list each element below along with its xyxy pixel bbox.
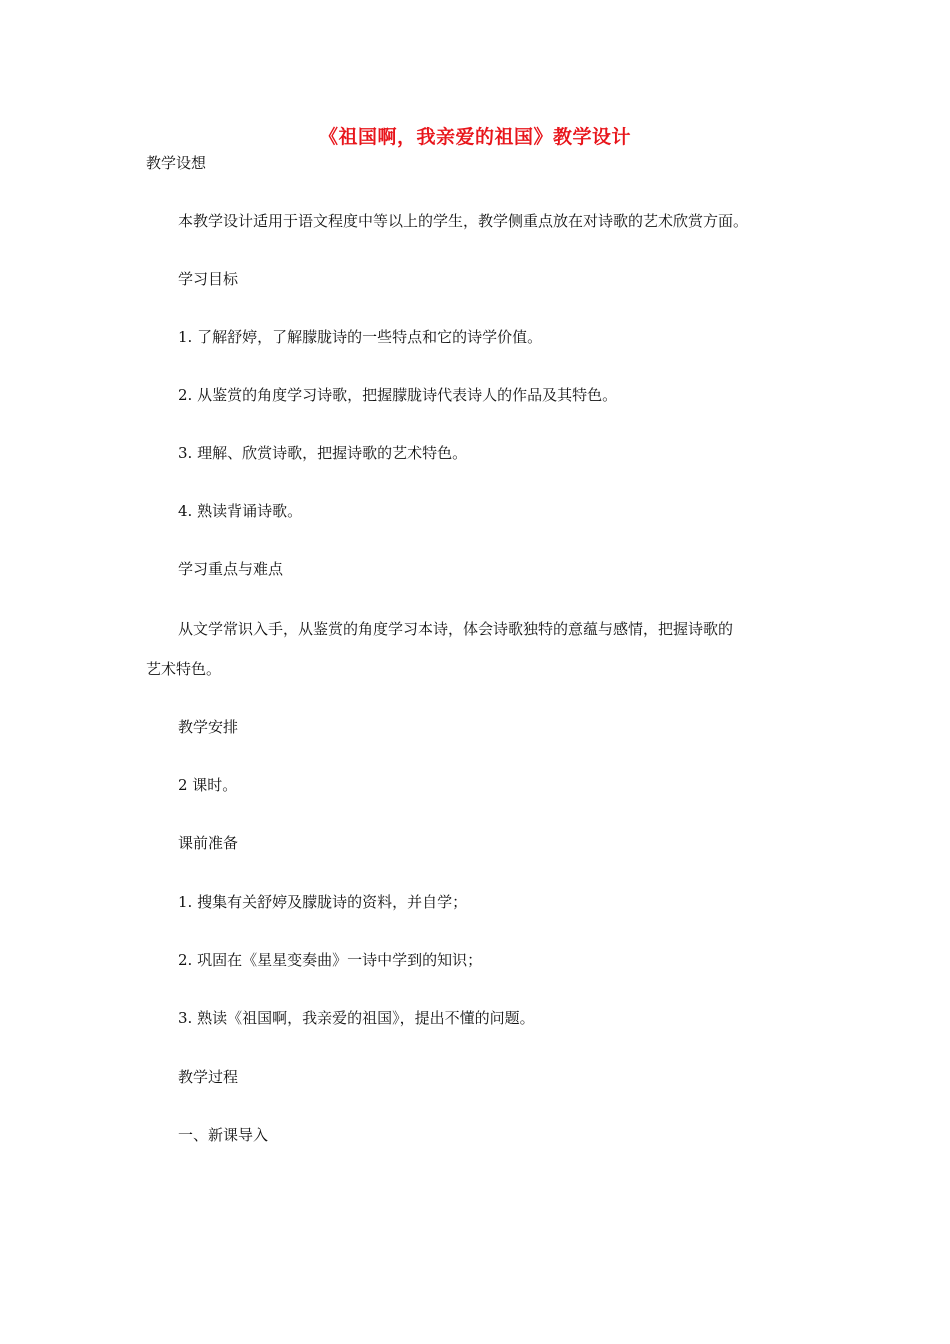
paragraph-design-scope: 本教学设计适用于语文程度中等以上的学生，教学侧重点放在对诗歌的艺术欣赏方面。: [178, 212, 749, 230]
objective-item-2: 2. 从鉴赏的角度学习诗歌，把握朦胧诗代表诗人的作品及其特色。: [178, 386, 618, 404]
preparation-item-3: 3. 熟读《祖国啊，我亲爱的祖国》，提出不懂的问题。: [178, 1009, 535, 1027]
subsection-heading-introduction: 一、新课导入: [178, 1126, 269, 1144]
objective-item-3: 3. 理解、欣赏诗歌，把握诗歌的艺术特色。: [178, 444, 468, 462]
objective-item-4: 4. 熟读背诵诗歌。: [178, 502, 303, 520]
section-heading-key-points: 学习重点与难点: [178, 560, 284, 578]
paragraph-class-hours: 2 课时。: [178, 776, 238, 794]
paragraph-key-points-line-2: 艺术特色。: [146, 660, 222, 678]
preparation-item-2: 2. 巩固在《星星变奏曲》一诗中学到的知识；: [178, 951, 483, 969]
section-heading-objectives: 学习目标: [178, 270, 239, 288]
objective-item-1: 1. 了解舒婷，了解朦胧诗的一些特点和它的诗学价值。: [178, 328, 543, 346]
paragraph-key-points-line-1: 从文学常识入手，从鉴赏的角度学习本诗，体会诗歌独特的意蕴与感情，把握诗歌的: [178, 620, 734, 638]
document-title: 《祖国啊，我亲爱的祖国》教学设计: [318, 126, 631, 148]
section-heading-preparation: 课前准备: [178, 834, 239, 852]
section-heading-teaching-idea: 教学设想: [146, 154, 207, 172]
preparation-item-1: 1. 搜集有关舒婷及朦胧诗的资料，并自学；: [178, 893, 468, 911]
section-heading-arrangement: 教学安排: [178, 718, 239, 736]
section-heading-process: 教学过程: [178, 1068, 239, 1086]
